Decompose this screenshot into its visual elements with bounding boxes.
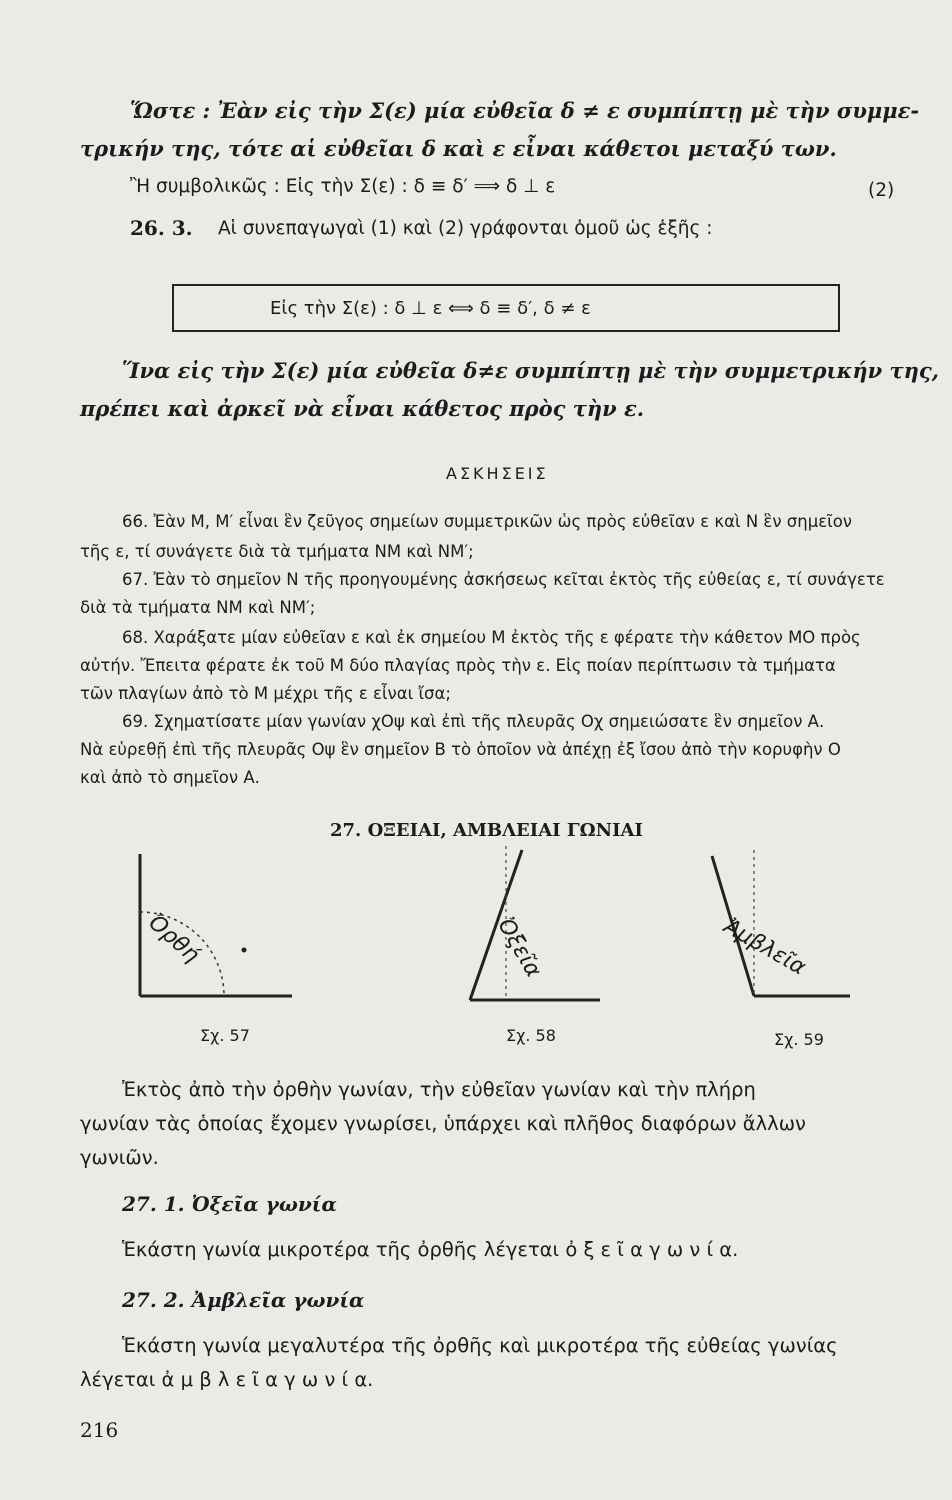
exercise-67-line-1: 67. Ἐὰν τὸ σημεῖον Ν τῆς προηγουμένης ἀσκήσεως κεῖται ἐκτὸς τῆς εὐθείας ε, τί συνάγετε — [122, 570, 885, 589]
figure-57-caption: Σχ. 57 — [200, 1026, 250, 1045]
exercise-68-line-3: τῶν πλαγίων ἀπὸ τὸ Μ μέχρι τῆς ε εἶναι ἴσα; — [80, 684, 451, 703]
exercise-66-line-1: 66. Ἐὰν Μ, Μ′ εἶναι ἓν ζεῦγος σημείων συμμετρικῶν ὡς πρὸς εὐθεῖαν ε καὶ Ν ἓν σημεῖον — [122, 512, 853, 531]
conclusion-line-2: τρικήν της, τότε αἱ εὐθεῖαι δ καὶ ε εἶναι κάθετοι μεταξύ των. — [80, 136, 837, 161]
exercise-69-line-1: 69. Σχηματίσατε μίαν γωνίαν χΟψ καὶ ἐπὶ τῆς πλευρᾶς Οχ σημειώσατε ἓν σημεῖον Α. — [122, 712, 825, 731]
exercise-66-line-2: τῆς ε, τί συνάγετε διὰ τὰ τμήματα ΝΜ καὶ ΝΜ′; — [80, 542, 474, 561]
acute-definition: Ἑκάστη γωνία μικροτέρα τῆς ὀρθῆς λέγεται ὀ ξ ε ῖ α γ ω ν ί α. — [122, 1238, 739, 1261]
figure-59-label: Ἀμβλεῖα — [719, 914, 810, 981]
exercises-heading: ΑΣΚΗΣΕΙΣ — [446, 464, 549, 483]
section-27-title: 27. ΟΞΕΙΑΙ, ΑΜΒΛΕΙΑΙ ΓΩΝΙΑΙ — [330, 820, 643, 841]
exercise-68-line-1: 68. Χαράξατε μίαν εὐθεῖαν ε καὶ ἐκ σημείου Μ ἐκτὸς τῆς ε φέρατε τὴν κάθετον ΜΟ πρὸς — [122, 628, 861, 647]
section-27-1-heading: 27. 1. Ὀξεῖα γωνία — [122, 1192, 337, 1216]
section-26-3-number: 26. 3. — [130, 216, 193, 240]
figure-58-acute-angle — [460, 840, 610, 1010]
theorem-line-1: Ἵνα εἰς τὴν Σ(ε) μία εὐθεῖα δ≠ε συμπίπτῃ μὲ τὴν συμμετρικήν της, — [122, 358, 939, 383]
figure-58-caption: Σχ. 58 — [506, 1026, 556, 1045]
symbolic-statement: Ἢ συμβολικῶς : Εἰς τὴν Σ(ε) : δ ≡ δ′ ⟹ δ ⊥ ε — [130, 176, 556, 197]
obtuse-definition-line-1: Ἑκάστη γωνία μεγαλυτέρα τῆς ὀρθῆς καὶ μικροτέρα τῆς εὐθείας γωνίας — [122, 1334, 838, 1357]
paragraph-1-line-3: γωνιῶν. — [80, 1146, 159, 1169]
paragraph-1-line-1: Ἐκτὸς ἀπὸ τὴν ὀρθὴν γωνίαν, τὴν εὐθεῖαν γωνίαν καὶ τὴν πλήρη — [122, 1078, 756, 1101]
theorem-line-2: πρέπει καὶ ἀρκεῖ νὰ εἶναι κάθετος πρὸς τὴν ε. — [80, 396, 645, 421]
exercise-69-line-2: Νὰ εὑρεθῇ ἐπὶ τῆς πλευρᾶς Οψ ἓν σημεῖον Β τὸ ὁποῖον νὰ ἀπέχῃ ἐξ ἴσου ἀπὸ τὴν κορυφὴν Ο — [80, 740, 841, 759]
exercise-68-line-2: αὐτήν. Ἔπειτα φέρατε ἐκ τοῦ Μ δύο πλαγίας πρὸς τὴν ε. Εἰς ποίαν περίπτωσιν τὰ τμήματα — [80, 656, 836, 675]
figure-58-label: Ὀξεῖα — [492, 914, 546, 982]
paragraph-1-line-2: γωνίαν τὰς ὁποίας ἔχομεν γνωρίσει, ὑπάρχει καὶ πλῆθος διαφόρων ἄλλων — [80, 1112, 806, 1135]
obtuse-definition-line-2: λέγεται ἀ μ β λ ε ῖ α γ ω ν ί α. — [80, 1368, 374, 1391]
conclusion-line-1: Ὥστε : Ἐὰν εἰς τὴν Σ(ε) μία εὐθεῖα δ ≠ ε συμπίπτῃ μὲ τὴν συμμε- — [130, 98, 920, 123]
exercise-67-line-2: διὰ τὰ τμήματα ΝΜ καὶ ΝΜ′; — [80, 598, 316, 617]
boxed-formula: Εἰς τὴν Σ(ε) : δ ⊥ ε ⟺ δ ≡ δ′, δ ≠ ε — [270, 298, 591, 319]
page-number: 216 — [80, 1418, 119, 1442]
section-27-2-heading: 27. 2. Ἀμβλεῖα γωνία — [122, 1288, 365, 1312]
fig57-dot — [242, 948, 247, 953]
figure-57-label: Ὀρθή — [143, 910, 204, 969]
formula-box — [172, 284, 840, 332]
exercise-69-line-3: καὶ ἀπὸ τὸ σημεῖον Α. — [80, 768, 260, 787]
equation-number: (2) — [868, 180, 895, 201]
figure-59-caption: Σχ. 59 — [774, 1030, 824, 1049]
section-26-3-text: Αἱ συνεπαγωγαὶ (1) καὶ (2) γράφονται ὁμοῦ ὡς ἑξῆς : — [218, 218, 713, 239]
